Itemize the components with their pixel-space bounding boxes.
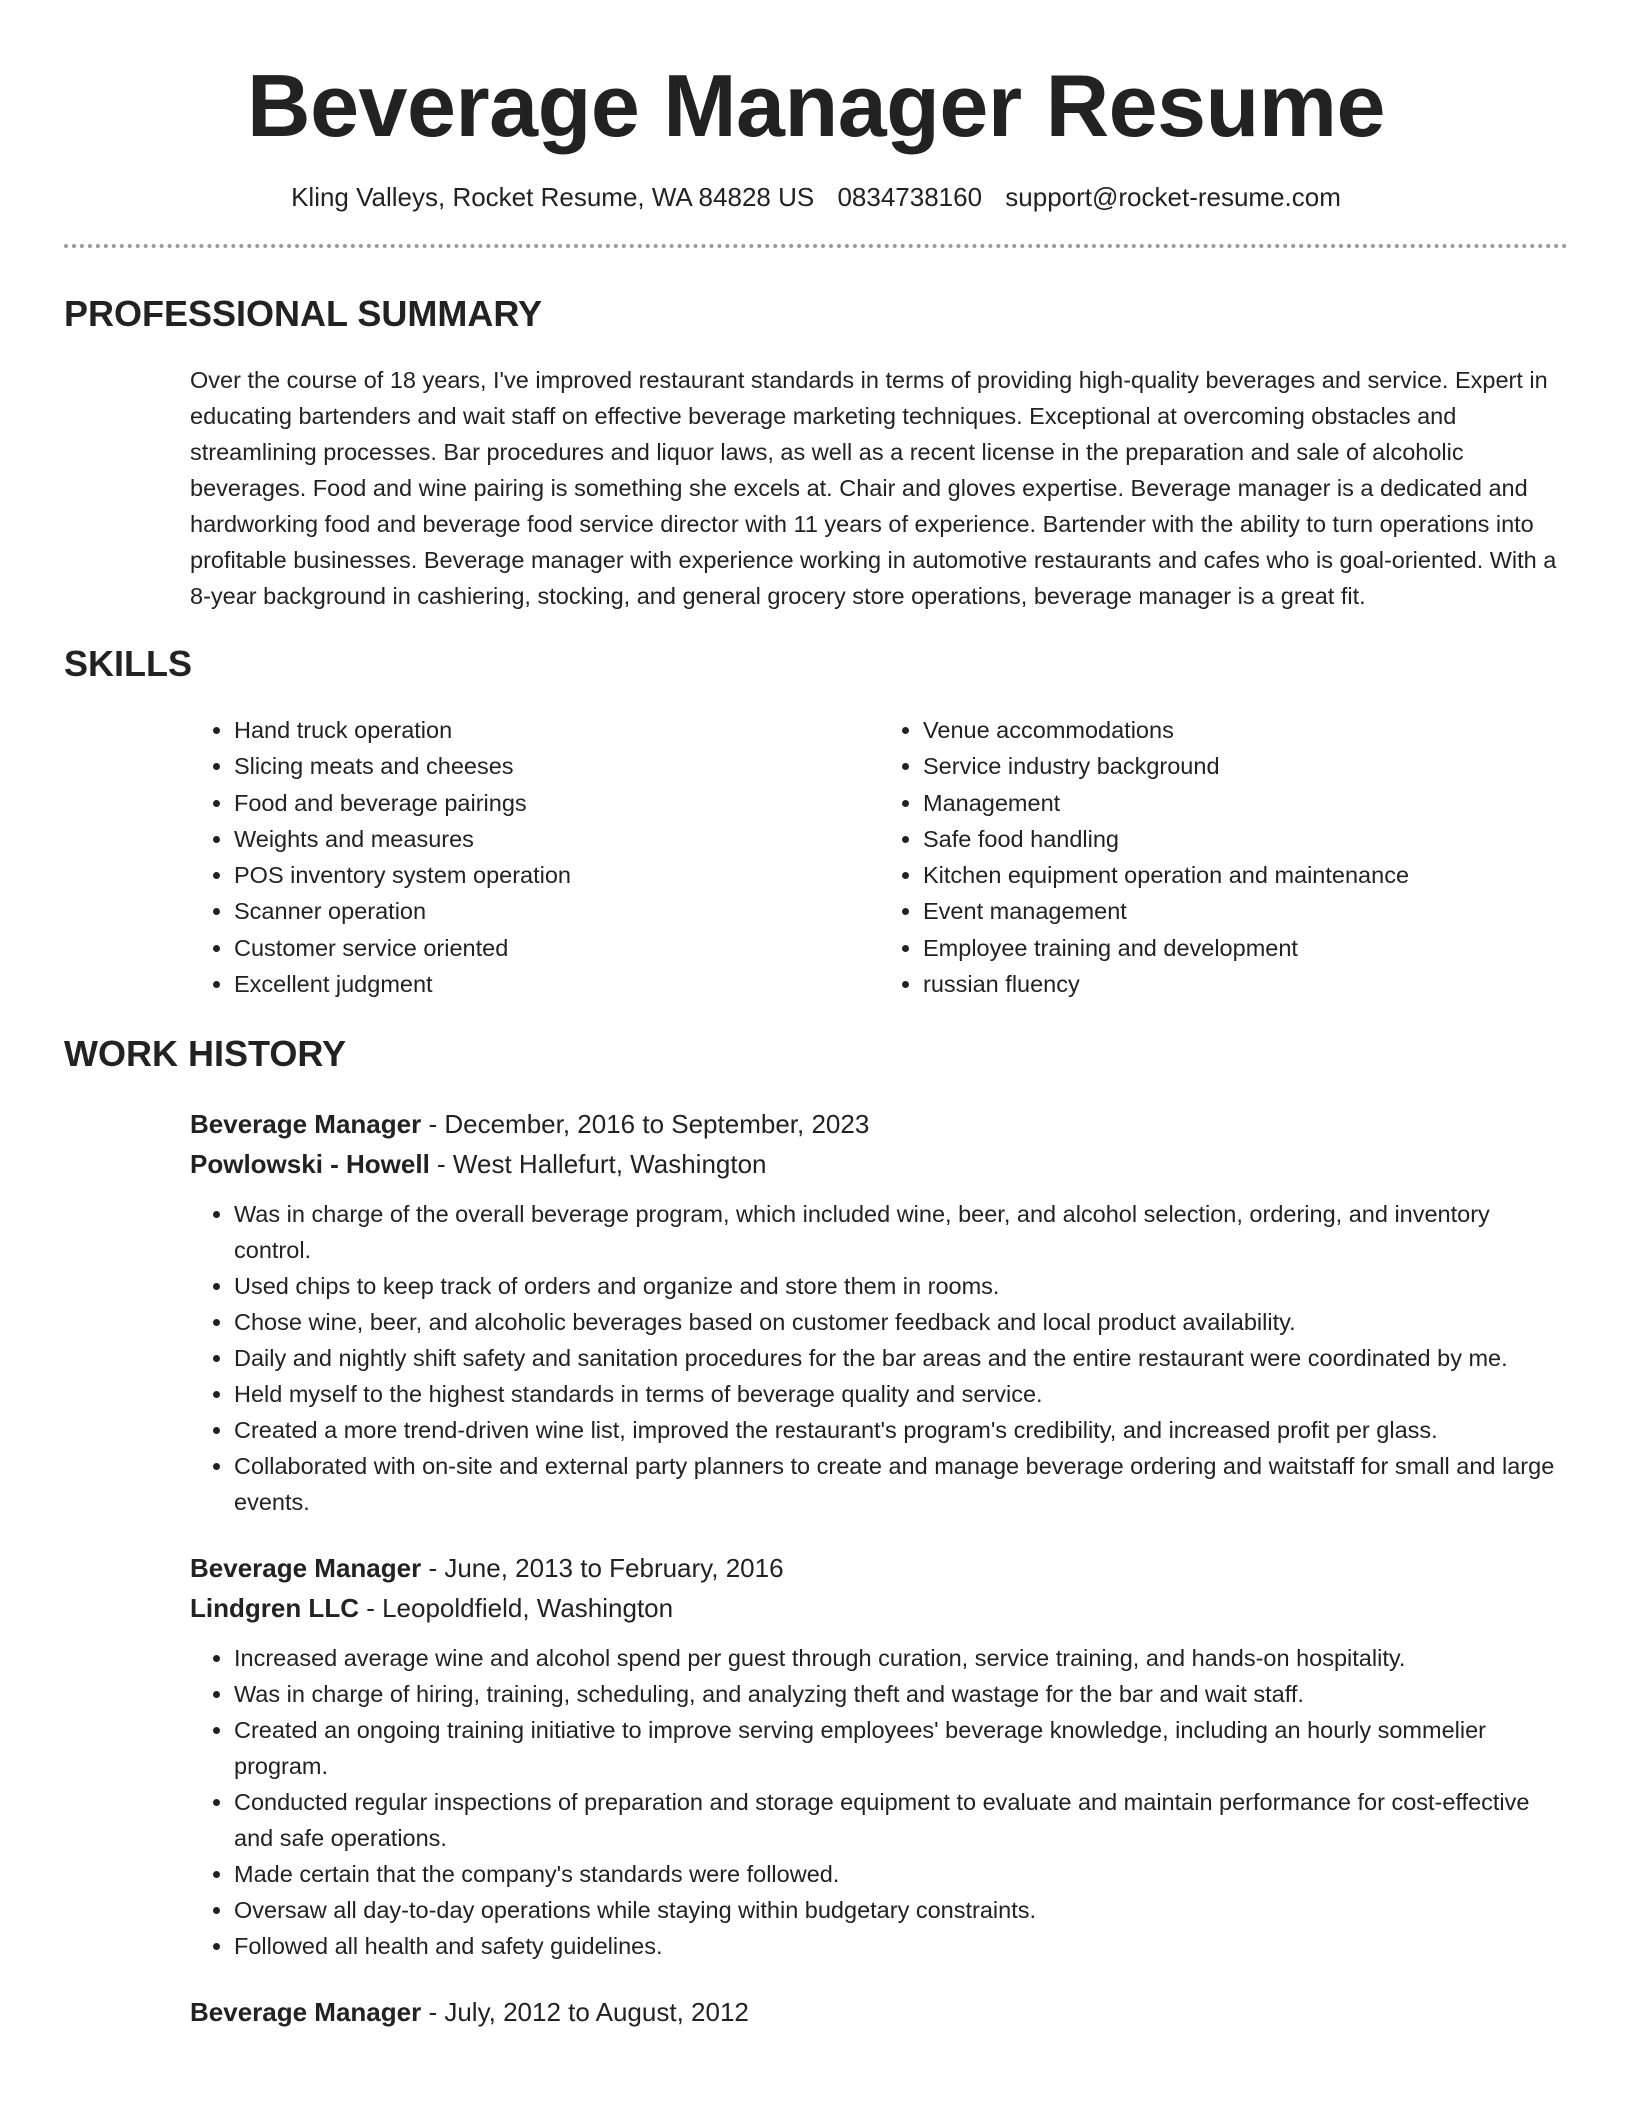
skill-item: • Kitchen equipment operation and maintenance — [923, 857, 1568, 893]
skills-heading: SKILLS — [64, 643, 193, 684]
skill-item: • Food and beverage pairings — [234, 785, 879, 821]
job-bullet: • Was in charge of hiring, training, scheduling, and analyzing theft and wastage for the bar and wait staff. — [234, 1676, 1568, 1712]
skill-item: • Slicing meats and cheeses — [234, 748, 879, 784]
skill-item: • Service industry background — [923, 748, 1568, 784]
skill-item: • Safe food handling — [923, 821, 1568, 857]
skill-item: • Management — [923, 785, 1568, 821]
job-bullet: • Followed all health and safety guidelines. — [234, 1928, 1568, 1964]
job-title-line — [190, 1548, 1568, 1588]
skill-item: • Event management — [923, 893, 1568, 929]
job-entry — [190, 1992, 1568, 2032]
contact-phone: 0834738160 — [837, 182, 983, 212]
skill-item: • Customer service oriented — [234, 930, 879, 966]
job-title: Beverage Manager — [190, 1109, 422, 1140]
contact-address: Kling Valleys, Rocket Resume, WA 84828 US — [291, 182, 815, 212]
job-company-line — [190, 1588, 1568, 1628]
resume-title: Beverage Manager Resume — [247, 56, 1385, 155]
job-entry — [190, 1104, 1568, 1520]
job-company: Powlowski - Howell — [190, 1149, 430, 1180]
job-title: Beverage Manager — [190, 1553, 422, 1584]
job-bullet: • Oversaw all day-to-day operations while staying within budgetary constraints. — [234, 1892, 1568, 1928]
job-dates: - July, 2012 to August, 2012 — [421, 1997, 749, 2028]
job-bullets — [190, 1640, 1568, 1964]
skill-item: • POS inventory system operation — [234, 857, 879, 893]
job-title-line — [190, 1104, 1568, 1144]
job-bullets — [190, 1196, 1568, 1520]
job-location: - Leopoldfield, Washington — [358, 1593, 674, 1624]
skill-item: • Employee training and development — [923, 930, 1568, 966]
job-title-line — [190, 1992, 1568, 2032]
skill-item: • Excellent judgment — [234, 966, 879, 1002]
job-bullet: • Held myself to the highest standards in terms of beverage quality and service. — [234, 1376, 1568, 1412]
skills-grid — [190, 712, 1568, 1002]
skills-column-right — [879, 712, 1568, 1002]
job-company: Lindgren LLC — [190, 1593, 359, 1624]
job-company-line — [190, 1144, 1568, 1184]
skill-item: • Scanner operation — [234, 893, 879, 929]
job-bullet: • Was in charge of the overall beverage program, which included wine, beer, and alcohol selection, ordering, and inventory control. — [234, 1196, 1568, 1268]
job-dates: - December, 2016 to September, 2023 — [421, 1109, 870, 1140]
job-bullet: • Created a more trend-driven wine list, improved the restaurant's program's credibility, and increased profit per glass. — [234, 1412, 1568, 1448]
job-bullet: • Daily and nightly shift safety and sanitation procedures for the bar areas and the entire restaurant were coordinated by me. — [234, 1340, 1568, 1376]
resume-page — [64, 0, 1568, 2032]
skill-item: • Weights and measures — [234, 821, 879, 857]
job-bullet: • Made certain that the company's standards were followed. — [234, 1856, 1568, 1892]
skills-column-left — [190, 712, 879, 1002]
work-history-heading: WORK HISTORY — [64, 1033, 347, 1075]
job-bullet: • Conducted regular inspections of preparation and storage equipment to evaluate and maintain performance for cost-effective and safe operations. — [234, 1784, 1568, 1856]
job-dates: - June, 2013 to February, 2016 — [421, 1553, 784, 1584]
job-location: - West Hallefurt, Washington — [429, 1149, 767, 1180]
job-entry — [190, 1548, 1568, 1964]
skill-item: • russian fluency — [923, 966, 1568, 1002]
skill-item: • Hand truck operation — [234, 712, 879, 748]
job-bullet: • Created an ongoing training initiative to improve serving employees' beverage knowledge, including an hourly sommelier program. — [234, 1712, 1568, 1784]
skill-item: • Venue accommodations — [923, 712, 1568, 748]
summary-text: Over the course of 18 years, I've improved restaurant standards in terms of providing high-quality beverages and service. Expert in educating bartenders and wait staff on effective beverage marketing techniques. Exceptional at overcoming obstacles and streamlining processes. Bar procedures and liquor laws, as well as a recent license in the preparation and sale of alcoholic beverages. Food and wine pairing is something she excels at. Chair and gloves expertise. Beverage manager is a dedicated and hardworking food and beverage food service director with 11 years of experience. Bartender with the ability to turn operations into profitable businesses. Beverage manager with experience working in automotive restaurants and cafes who is goal-oriented. With a 8-year background in cashiering, stocking, and general grocery store operations, beverage manager is a great fit. — [190, 367, 1557, 609]
job-bullet: • Increased average wine and alcohol spend per guest through curation, service training, and hands-on hospitality. — [234, 1640, 1568, 1676]
job-bullet: • Used chips to keep track of orders and organize and store them in rooms. — [234, 1268, 1568, 1304]
job-bullet: • Chose wine, beer, and alcoholic beverages based on customer feedback and local product availability. — [234, 1304, 1568, 1340]
contact-line — [64, 180, 1568, 214]
contact-email: support@rocket-resume.com — [1005, 182, 1341, 212]
job-bullet: • Collaborated with on-site and external party planners to create and manage beverage ordering and waitstaff for small and large events. — [234, 1448, 1568, 1520]
job-title: Beverage Manager — [190, 1997, 422, 2028]
header-divider — [64, 244, 1568, 248]
summary-heading: PROFESSIONAL SUMMARY — [64, 293, 543, 334]
